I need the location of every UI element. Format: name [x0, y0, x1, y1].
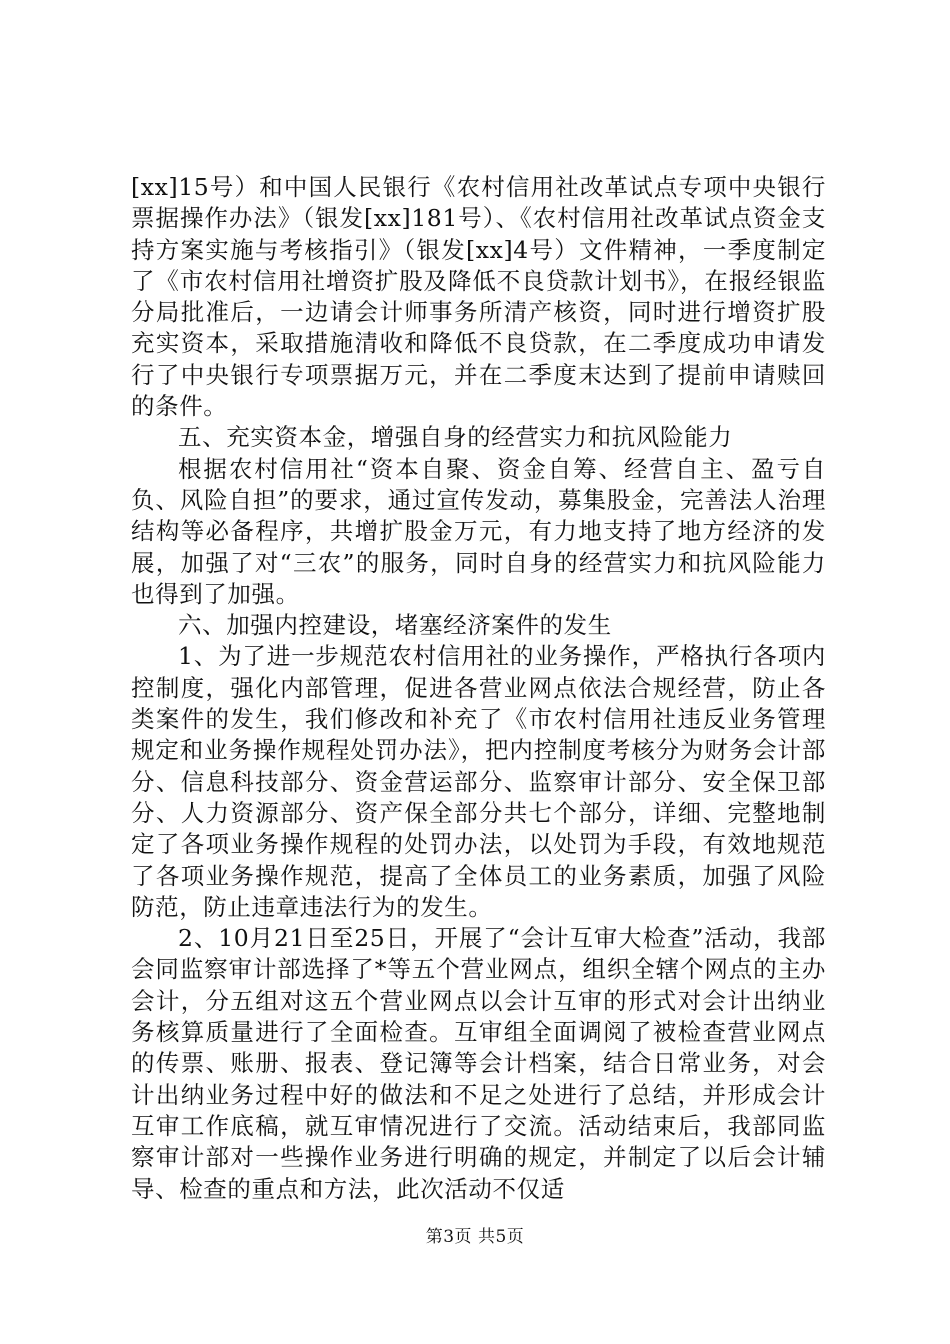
paragraph-item-1: 1、为了进一步规范农村信用社的业务操作，严格执行各项内控制度，强化内部管理，促进各营业网点依法合规经营，防止各类案件的发生，我们修改和补充了《市农村信用社违反业务管理规定和业务操作规程处罚办法》，把内控制度考核分为财务会计部分、信息科技部分、资金营运部分、监察审计部分、安全保卫部分、人力资源部分、资产保全部分共七个部分，详细、完整地制定了各项业务操作规程的处罚办法，以处罚为手段，有效地规范了各项业务操作规范，提高了全体员工的业务素质，加强了风险防范，防止违章违法行为的发生。	[131, 642, 826, 921]
paragraph-capital: 根据农村信用社“资本自聚、资金自筹、经营自主、盈亏自负、风险自担”的要求，通过宣传发动，募集股金，完善法人治理结构等必备程序，共增扩股金万元，有力地支持了地方经济的发展，加强了对“三农”的服务，同时自身的经营实力和抗风险能力也得到了加强。	[131, 454, 826, 608]
section-heading-6: 六、加强内控建设，堵塞经济案件的发生	[178, 611, 612, 640]
page-number-footer: 第3页 共5页	[425, 1227, 525, 1247]
paragraph-continuation: [xx]15号）和中国人民银行《农村信用社改革试点专项中央银行票据操作办法》（银发[xx]181号）、《农村信用社改革试点资金支持方案实施与考核指引》（银发[xx]4号）文件精神，一季度制定了《市农村信用社增资扩股及降低不良贷款计划书》，在报经银监分局批准后，一边请会计师事务所清产核资，同时进行增资扩股充实资本，采取措施清收和降低不良贷款，在二季度成功申请发行了中央银行专项票据万元，并在二季度末达到了提前申请赎回的条件。	[131, 173, 826, 421]
paragraph-item-2: 2、10月21日至25日，开展了“会计互审大检查”活动，我部会同监察审计部选择了*等五个营业网点，组织全辖个网点的主办会计，分五组对这五个营业网点以会计互审的形式对会计出纳业务核算质量进行了全面检查。互审组全面调阅了被检查营业网点的传票、账册、报表、登记簿等会计档案，结合日常业务，对会计出纳业务过程中好的做法和不足之处进行了总结，并形成会计互审工作底稿，就互审情况进行了交流。活动结束后，我部同监察审计部对一些操作业务进行明确的规定，并制定了以后会计辅导、检查的重点和方法，此次活动不仅适	[131, 924, 826, 1203]
section-heading-5: 五、充实资本金，增强自身的经营实力和抗风险能力	[178, 423, 733, 452]
document-body	[131, 172, 826, 1205]
